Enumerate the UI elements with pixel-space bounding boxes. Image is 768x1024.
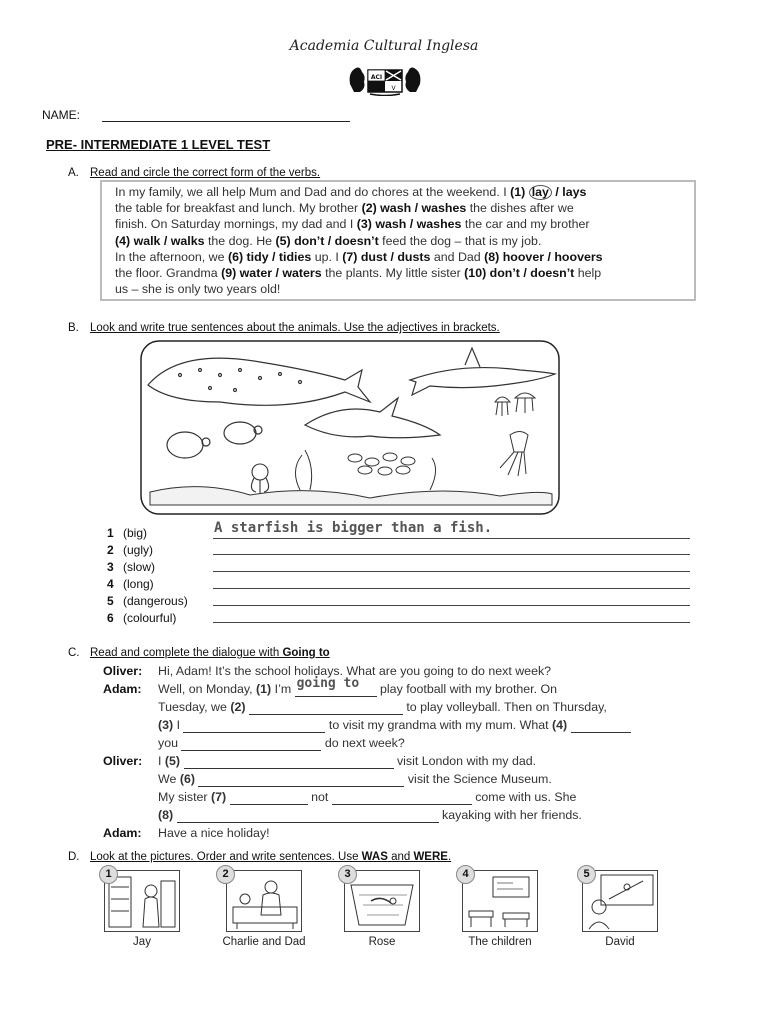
- answer-line[interactable]: [213, 605, 690, 606]
- blank-2[interactable]: [249, 700, 403, 715]
- item-number: 4: [107, 577, 114, 591]
- picture-label: Charlie and Dad: [222, 936, 306, 948]
- logo-text-bottom: V: [391, 85, 396, 92]
- section-d-letter: D.: [68, 851, 80, 863]
- picture-label: Rose: [368, 936, 396, 948]
- blank-7b[interactable]: [332, 790, 472, 805]
- item-adjective: (long): [123, 577, 154, 591]
- dialogue-line: (3) I to visit my grandma with my mum. What (4): [158, 718, 631, 733]
- answer-line[interactable]: [213, 588, 690, 589]
- speaker-oliver: Oliver:: [103, 754, 143, 768]
- circled-answer[interactable]: lay: [529, 185, 552, 200]
- sea-animals-illustration: [140, 340, 560, 515]
- dialogue-line: Hi, Adam! It’s the school holidays. What are you going to do next week?: [158, 664, 552, 678]
- speaker-oliver: Oliver:: [103, 664, 143, 678]
- blank-7a[interactable]: [230, 790, 308, 805]
- dialogue-line: Have a nice holiday!: [158, 826, 270, 840]
- item-number: 2: [107, 543, 114, 557]
- answer-line[interactable]: [213, 554, 690, 555]
- academy-name: Academia Cultural Inglesa: [289, 38, 479, 54]
- section-a-letter: A.: [68, 167, 79, 179]
- answer-line[interactable]: [213, 538, 690, 539]
- picture-number: 3: [338, 865, 357, 884]
- people-sofa-icon: [227, 871, 301, 931]
- item-adjective: (dangerous): [123, 594, 188, 608]
- para-line-2: the table for breakfast and lunch. My brother (2) wash / washes the dishes after we: [115, 201, 574, 216]
- name-field[interactable]: [102, 121, 350, 122]
- blank-5[interactable]: [184, 754, 394, 769]
- picture-label: Jay: [133, 936, 151, 948]
- section-b-title: Look and write true sentences about the animals. Use the adjectives in brackets.: [90, 322, 500, 334]
- name-label: NAME:: [42, 108, 81, 122]
- section-b-letter: B.: [68, 322, 79, 334]
- logo-text-top: ACI: [370, 74, 383, 81]
- picture-label: The children: [468, 936, 532, 948]
- section-c-letter: C.: [68, 647, 80, 659]
- item-adjective: (slow): [123, 560, 155, 574]
- para-line-5: In the afternoon, we (6) tidy / tidies up. I (7) dust / dusts and Dad (8) hoover / hoovers: [115, 249, 603, 264]
- item-adjective: (big): [123, 526, 148, 540]
- dialogue-line: you do next week?: [158, 736, 405, 750]
- para-line-7: us – she is only two years old!: [115, 282, 281, 297]
- dialogue-line: (8) kayaking with her friends.: [158, 808, 582, 822]
- dialogue-line: My sister (7) not come with us. She: [158, 790, 577, 804]
- picture-number: 4: [456, 865, 475, 884]
- section-c-title: Read and complete the dialogue with Going to: [90, 647, 330, 659]
- classroom-icon: [463, 871, 537, 931]
- section-a-title: Read and circle the correct form of the verbs.: [90, 167, 321, 179]
- blank-8[interactable]: [177, 808, 439, 823]
- example-answer: A starfish is bigger than a fish.: [214, 520, 493, 536]
- item-adjective: (ugly): [123, 543, 154, 557]
- section-d-title: Look at the pictures. Order and write sentences. Use WAS and WERE.: [90, 851, 452, 863]
- item-number: 3: [107, 560, 114, 574]
- blank-4b[interactable]: [181, 736, 321, 751]
- item-number: 6: [107, 611, 114, 625]
- picture-charlie-and-dad: [226, 870, 302, 932]
- blank-1[interactable]: [295, 676, 377, 697]
- item-number: 5: [107, 594, 114, 608]
- para-line-3: finish. On Saturday mornings, my dad and I (3) wash / washes the car and my brother: [115, 217, 590, 232]
- blank-1-answer: going to: [296, 676, 360, 691]
- swimming-pool-icon: [345, 871, 419, 931]
- academy-logo: [346, 62, 424, 101]
- dialogue-line: We (6) visit the Science Museum.: [158, 772, 552, 786]
- item-number: 1: [107, 526, 114, 540]
- item-adjective: (colourful): [123, 611, 177, 625]
- picture-number: 5: [577, 865, 596, 884]
- blank-3[interactable]: [183, 718, 325, 733]
- picture-label: David: [605, 936, 635, 948]
- para-line-6: the floor. Grandma (9) water / waters the plants. My little sister (10) don’t / doesn’t help: [115, 266, 602, 281]
- speaker-adam: Adam:: [103, 826, 142, 840]
- para-line-1: In my family, we all help Mum and Dad and do chores at the weekend. I (1) lay / lays: [115, 185, 587, 199]
- answer-line[interactable]: [213, 622, 690, 623]
- dialogue-line: I (5) visit London with my dad.: [158, 754, 537, 768]
- answer-line[interactable]: [213, 571, 690, 572]
- blank-4a[interactable]: [571, 718, 631, 733]
- speaker-adam: Adam:: [103, 682, 142, 696]
- picture-number: 2: [216, 865, 235, 884]
- dialogue-line: Tuesday, we (2) to play volleyball. Then on Thursday,: [158, 700, 607, 714]
- para-line-4: (4) walk / walks the dog. He (5) don’t / doesn’t feed the dog – that is my job.: [115, 233, 542, 248]
- blank-6[interactable]: [198, 772, 404, 787]
- section-a-paragraph: [115, 184, 695, 297]
- dialogue-line: Well, on Monday, (1) I’m going to play football with my brother. On: [158, 676, 558, 696]
- picture-number: 1: [99, 865, 118, 884]
- test-title: PRE- INTERMEDIATE 1 LEVEL TEST: [46, 137, 271, 152]
